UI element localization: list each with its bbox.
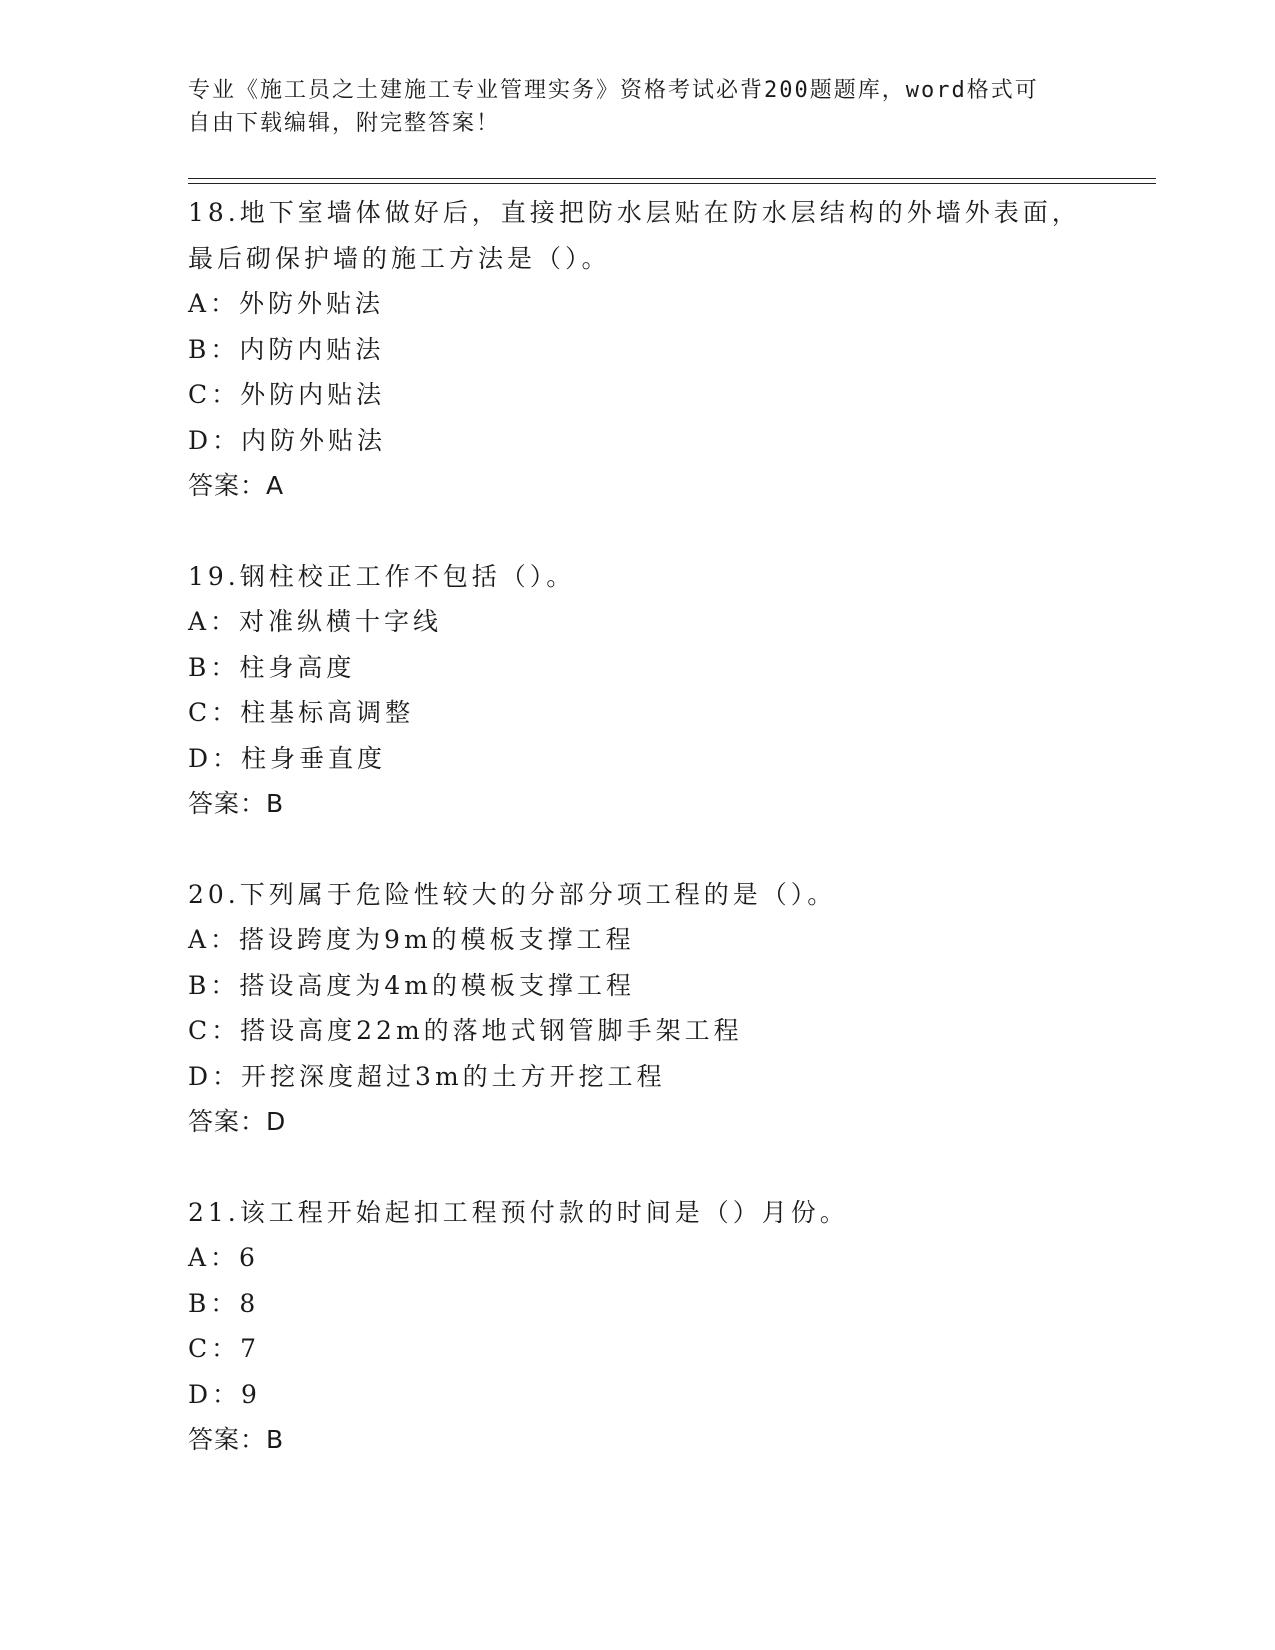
option-c: C：外防内贴法	[188, 380, 386, 409]
question-stem-line: 20.下列属于危险性较大的分部分项工程的是（）。	[188, 879, 837, 909]
option-d: D：内防外贴法	[188, 425, 387, 455]
option-d: D：开挖深度超过3m的土方开挖工程	[188, 1061, 666, 1091]
option-d: D：柱身垂直度	[188, 743, 387, 773]
question-19	[188, 554, 1118, 827]
question-stem-line: 19.钢柱校正工作不包括（）。	[188, 561, 576, 591]
question-stem-line: 21.该工程开始起扣工程预付款的时间是（）月份。	[188, 1197, 849, 1227]
option-b: B：8	[188, 1288, 260, 1318]
option-d: D：9	[188, 1379, 261, 1409]
option-b: B：柱身高度	[188, 652, 356, 682]
header-line-2: 自由下载编辑，附完整答案！	[188, 111, 501, 136]
option-a: A：搭设跨度为9m的模板支撑工程	[188, 925, 635, 954]
question-stem-line: 最后砌保护墙的施工方法是（）。	[188, 243, 611, 273]
header-divider-top	[188, 178, 1156, 179]
question-20	[188, 872, 1118, 1145]
answer-line: 答案：B	[188, 789, 285, 818]
question-list	[188, 190, 1118, 1508]
option-c: C：7	[188, 1334, 261, 1363]
option-a: A：对准纵横十字线	[188, 607, 443, 636]
option-c: C：柱基标高调整	[188, 698, 415, 727]
option-c: C：搭设高度22m的落地式钢管脚手架工程	[188, 1016, 743, 1045]
question-21	[188, 1190, 1118, 1463]
option-b: B：搭设高度为4m的模板支撑工程	[188, 970, 635, 1000]
header-line-1: 专业《施工员之土建施工专业管理实务》资格考试必背200题题库，word格式可	[188, 78, 1039, 103]
answer-line: 答案：B	[188, 1425, 285, 1454]
question-18	[188, 190, 1118, 509]
header-divider-bottom	[188, 183, 1156, 184]
answer-line: 答案：A	[188, 471, 285, 500]
option-a: A：外防外贴法	[188, 289, 385, 318]
option-b: B：内防内贴法	[188, 334, 385, 364]
option-a: A：6	[188, 1243, 259, 1272]
answer-line: 答案：D	[188, 1107, 287, 1136]
question-stem-line: 18.地下室墙体做好后，直接把防水层贴在防水层结构的外墙外表面，	[188, 198, 1081, 227]
document-header	[188, 74, 1088, 140]
